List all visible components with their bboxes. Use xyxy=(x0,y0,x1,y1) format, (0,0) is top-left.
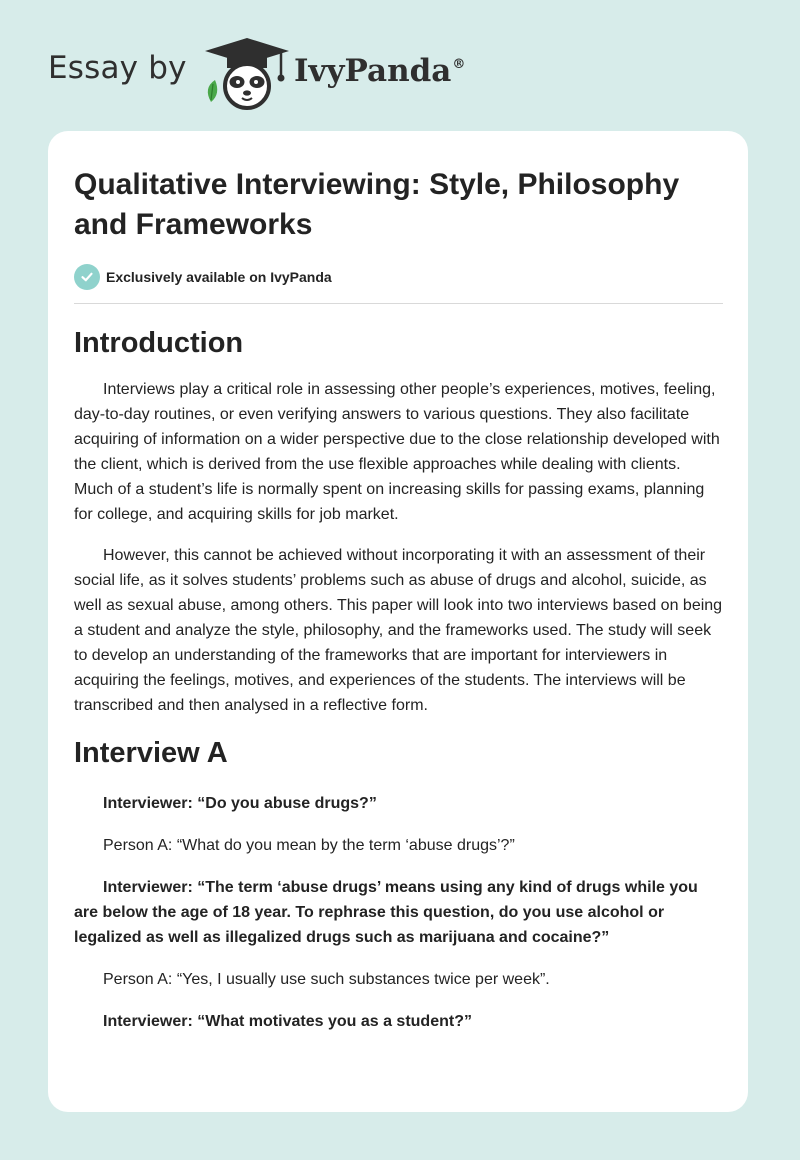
section-heading-interview-a: Interview A xyxy=(74,737,228,769)
check-icon xyxy=(74,264,100,290)
paragraph: However, this cannot be achieved without incorporating it with an assessment of their social life, as it solves students’ problems such as abuse of drugs and alcohol, suicide, as well as sexual abuse, among others. This paper will look into two interviews based on being a student and analyze the style, philosophy, and the frameworks used. The study will seek to develop an understanding of the frameworks that are important for interviewers in acquiring the feelings, motives, and experiences of the students. The interviews will be transcribed and then analysed in a reflective form. xyxy=(74,547,723,714)
panda-logo-icon[interactable] xyxy=(201,36,293,110)
interviewer-line: Interviewer: “The term ‘abuse drugs’ means using any kind of drugs while you are below the age of 18 year. To rephrase this question, do you use alcohol or legalized as well as illegalized drugs such as marijuana and cocaine?” xyxy=(74,879,698,946)
brand-name: IvyPanda xyxy=(294,53,452,89)
interviewer-line: Interviewer: “What motivates you as a student?” xyxy=(103,1013,472,1030)
exclusive-badge-label: Exclusively available on IvyPanda xyxy=(106,269,332,285)
registered-mark: ® xyxy=(452,56,466,72)
paragraph: Interviews play a critical role in assessing other people’s experiences, motives, feeling, day-to-day routines, or even verifying answers to various questions. They also facilitate acquiring of information on a wider perspective due to the close relationship developed with the client, which is derived from the use flexible approaches while dealing with clients. Much of a student’s life is normally spent on increasing skills for passing exams, planning for college, and acquiring skills for job market. xyxy=(74,381,720,523)
respondent-line: Person A: “Yes, I usually use such substances twice per week”. xyxy=(103,971,550,988)
interviewer-line: Interviewer: “Do you abuse drugs?” xyxy=(103,795,377,812)
respondent-line: Person A: “What do you mean by the term ‘abuse drugs’?” xyxy=(103,837,515,854)
essay-by-label: Essay by xyxy=(48,50,187,86)
title-divider xyxy=(74,303,723,304)
ivypanda-brand-logo[interactable] xyxy=(294,53,465,89)
exclusive-badge xyxy=(74,264,332,290)
essay-card xyxy=(48,131,748,1112)
section-heading-introduction: Introduction xyxy=(74,327,244,359)
essay-body xyxy=(74,321,724,1034)
essay-title: Qualitative Interviewing: Style, Philosophy and Frameworks xyxy=(74,168,680,241)
site-header xyxy=(0,0,800,120)
